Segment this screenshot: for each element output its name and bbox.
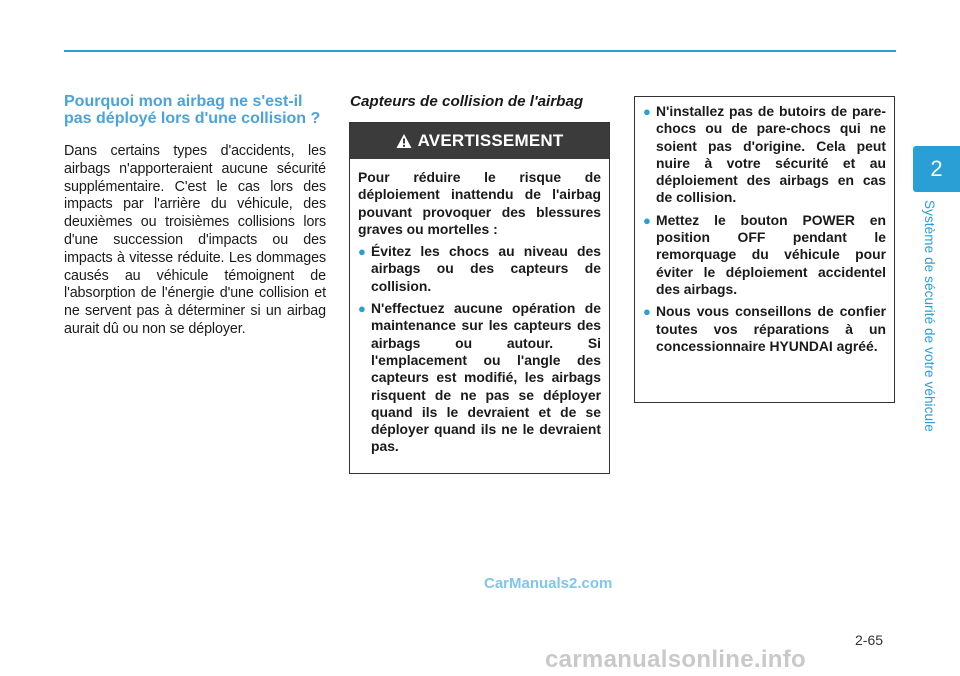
site-watermark: carmanualsonline.info bbox=[545, 646, 807, 673]
bullet-icon: ● bbox=[643, 104, 651, 119]
warning-continued-box bbox=[634, 96, 895, 403]
list-item-text: Évitez les chocs au niveau des airbags ou des capteurs de collision. bbox=[371, 243, 601, 294]
chapter-number-tab: 2 bbox=[913, 146, 960, 192]
list-item-text: Mettez le bouton POWER en position OFF pendant le remorquage du véhicule pour éviter le déploiement accidentel des airbags. bbox=[656, 211, 886, 297]
bullet-icon: ● bbox=[643, 212, 651, 228]
warning-body bbox=[350, 159, 609, 456]
list-item bbox=[643, 212, 886, 298]
list-item-text: N'effectuez aucune opération de maintenance sur les capteurs des airbags ou autour. Si l'emplacement ou l'angle des capteurs est modifié, les airbags risquent de ne pas se déployer quand ils le devraient et de se déployer quand ils ne le devraient pas. bbox=[371, 300, 601, 455]
section-body: Dans certains types d'accidents, les airbags n'apporteraient aucune sécurité supplémentaire. C'est le cas lors des impacts par l'arrière du véhicule, des deuxièmes ou troisièmes collisions lors d'une succession d'impacts ou des impacts à vitesse réduite. Les dommages causés au véhicule témoignent de l'absorption de l'énergie d'une collision et ne servent pas à déterminer si un airbag aurait dû ou non se déployer. bbox=[64, 143, 326, 337]
list-item-text: Nous vous conseillons de confier toutes vos réparations à un concessionnaire HYUNDAI agréé. bbox=[656, 303, 886, 354]
chapter-title: Système de sécurité de votre véhicule bbox=[922, 200, 937, 432]
bullet-icon: ● bbox=[643, 304, 651, 320]
list-item-text: N'installez pas de butoirs de pare-chocs ou de pare-chocs qui ne soient pas d'origine. Cela peut nuire à votre sécurité et au déploiement des airbags en cas de collision. bbox=[656, 103, 886, 206]
bullet-icon: ● bbox=[358, 244, 366, 260]
list-item bbox=[358, 243, 601, 295]
watermark-link[interactable]: CarManuals2.com bbox=[484, 575, 613, 592]
warning-triangle-icon bbox=[396, 133, 412, 149]
warning-title: AVERTISSEMENT bbox=[417, 131, 564, 150]
list-item bbox=[643, 103, 886, 207]
section-airbag-not-deployed bbox=[64, 93, 326, 339]
warning-box bbox=[349, 122, 610, 474]
list-item bbox=[643, 303, 886, 355]
warning-header bbox=[350, 123, 609, 159]
sensors-heading: Capteurs de collision de l'airbag bbox=[350, 93, 584, 110]
section-heading: Pourquoi mon airbag ne s'est-il pas déployé lors d'une collision ? bbox=[64, 93, 321, 127]
page-number: 2-65 bbox=[855, 632, 884, 648]
header-rule bbox=[64, 50, 896, 52]
bullet-icon: ● bbox=[358, 301, 366, 317]
warning-intro: Pour réduire le risque de déploiement inattendu de l'airbag pouvant provoquer des blessures graves ou mortelles : bbox=[358, 169, 601, 237]
list-item bbox=[358, 300, 601, 456]
